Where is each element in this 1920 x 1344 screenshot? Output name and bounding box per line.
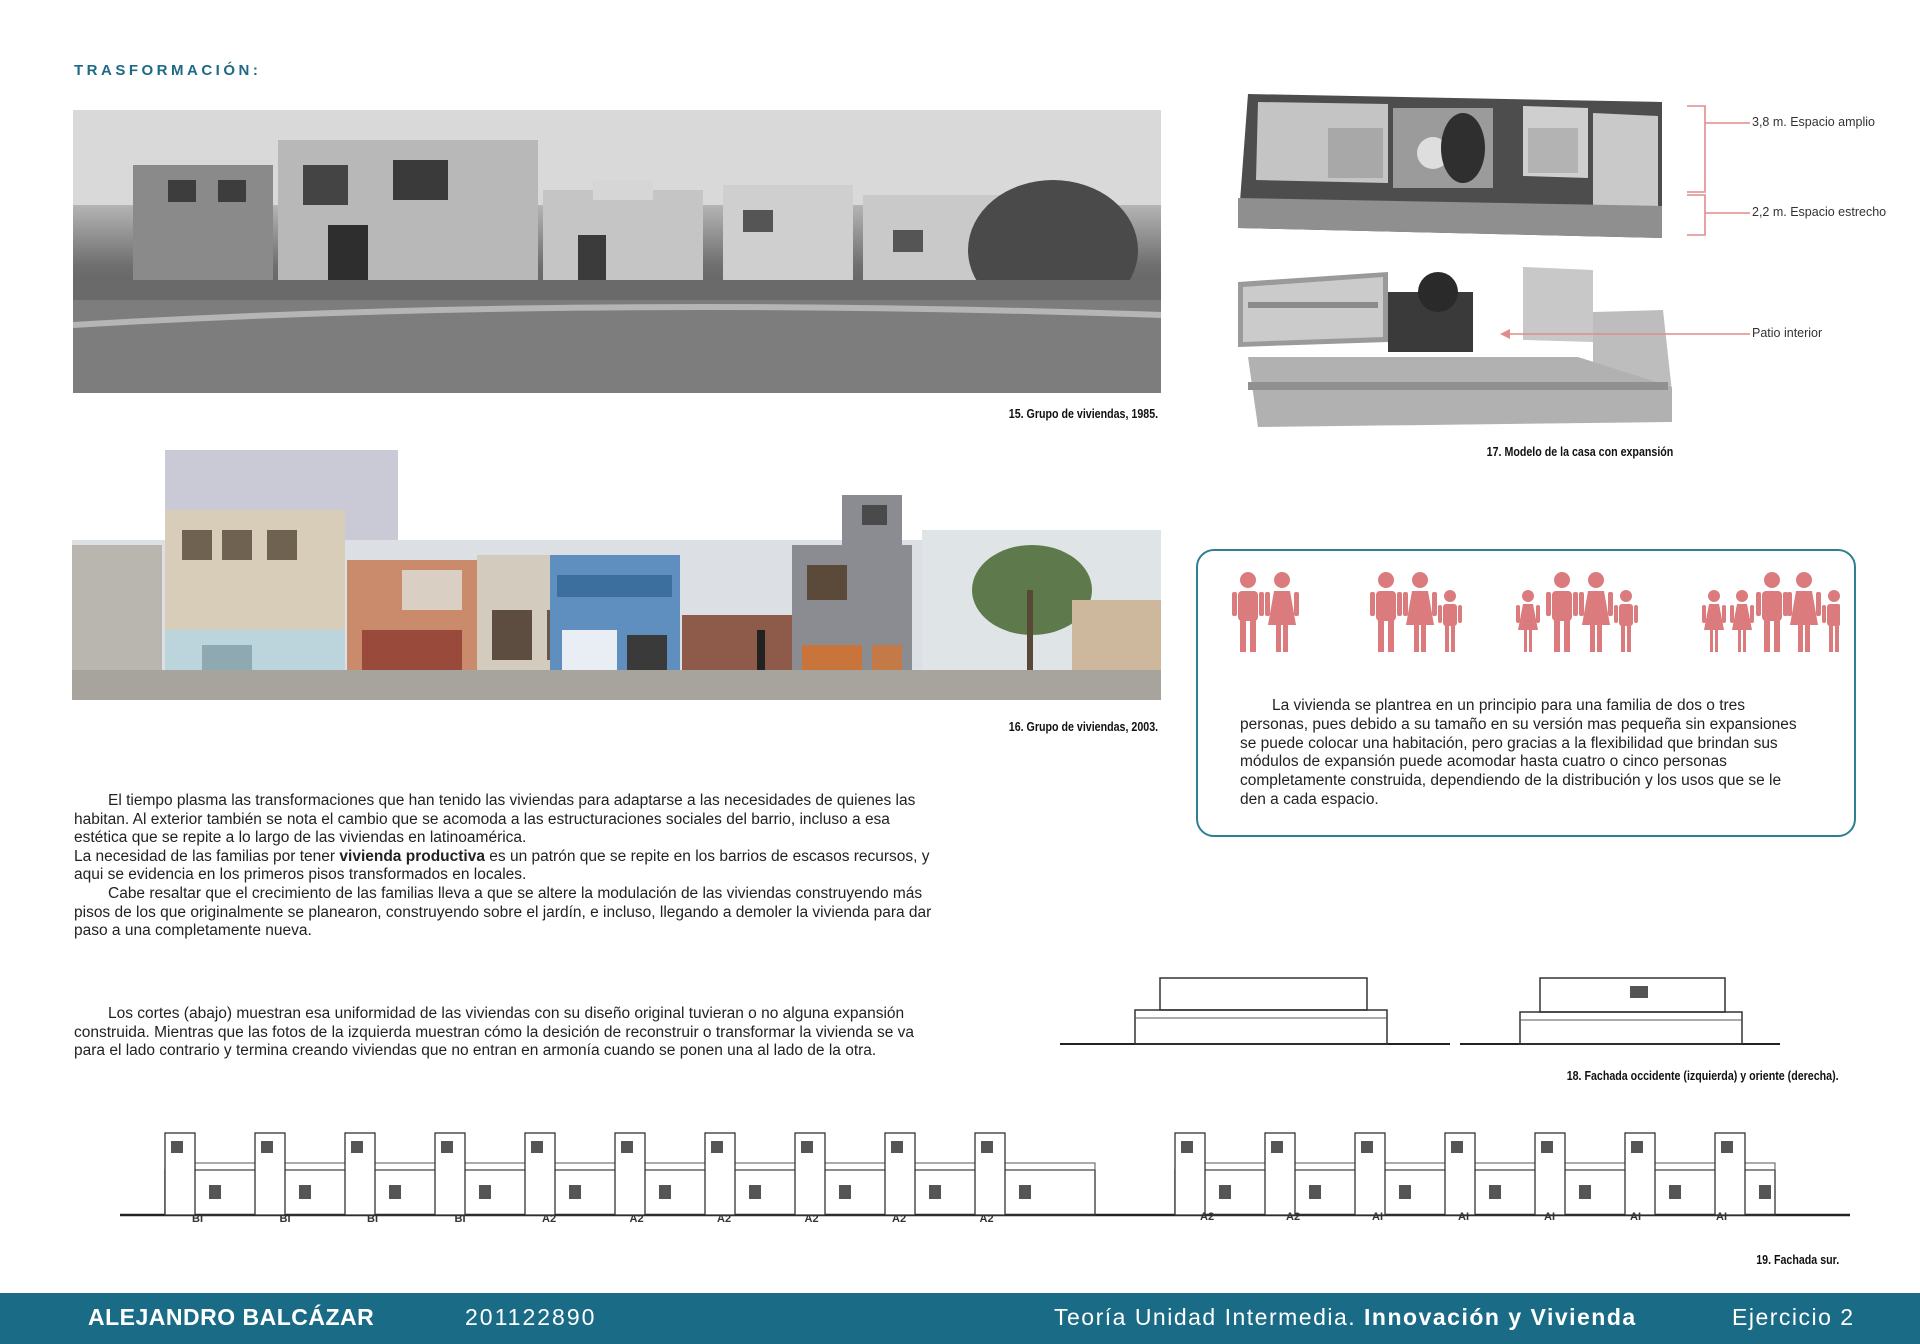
paragraph-3: Cabe resaltar que el crecimiento de las familias lleva a que se altere la modulación de las viviendas construyendo más pisos de los que originalmente se planearon, construyendo sobre el jardín, e incluso, llegando a demoler la vivienda para dar paso a una completamente nueva. — [74, 884, 932, 940]
family-group-4 — [1702, 572, 1840, 652]
unit-type-label: BI — [192, 1213, 203, 1225]
elevation-tower-module — [435, 1133, 491, 1215]
right-towers — [1175, 1133, 1771, 1215]
footer-course-title: Innovación y Vivienda — [1364, 1304, 1637, 1330]
unit-type-label: A2 — [892, 1213, 907, 1225]
elevation-tower-module — [1715, 1133, 1771, 1215]
elevation-tower-module — [1625, 1133, 1681, 1215]
footer-bar — [0, 1293, 1920, 1344]
unit-type-label: AI — [1630, 1211, 1641, 1223]
elevation-tower-module — [1175, 1133, 1231, 1215]
paragraph-1: El tiempo plasma las transformaciones que han tenido las viviendas para adaptarse a las necesidades de quienes las habitan. Al exterior también se nota el cambio que se acomoda a las estructuraciones sociales del barrio, incluso a esa estética que se repite a lo largo de las viviendas en latinoamérica. — [74, 792, 916, 847]
unit-type-label: A2 — [717, 1213, 732, 1225]
elevation-tower-module — [1445, 1133, 1501, 1215]
caption-fig16: 16. Grupo de viviendas, 2003. — [1008, 719, 1158, 734]
paragraph-2-bold: vivienda productiva — [339, 847, 485, 865]
footer-student-id: 201122890 — [465, 1304, 597, 1330]
info-box-text: La vivienda se plantrea en un principio para una familia de dos o tres personas, pues debido a su tamaño en su versión mas pequeña sin expansiones se puede colocar una habitación, pero gracias a la flexibilidad que brindan sus módulos de expansión puede acomodar hasta cuatro o cinco personas completamente construida, dependiendo de la distribución y los usos que se le den a cada espacio. — [1240, 697, 1797, 808]
caption-fig19: 19. Fachada sur. — [1756, 1252, 1839, 1267]
footer-exercise: Ejercicio 2 — [1732, 1304, 1855, 1330]
family-group-1 — [1232, 572, 1299, 652]
elevation-tower-module — [1535, 1133, 1591, 1215]
elevation-tower-module — [1355, 1133, 1411, 1215]
caption-fig15: 15. Grupo de viviendas, 1985. — [1008, 406, 1158, 421]
family-pictograms — [1220, 570, 1840, 660]
paragraph-2-end: es un patrón que se repite en los barrios de escasos recursos, y aqui se evidencia en los primeros pisos transformados en locales. — [74, 847, 930, 884]
elevation-tower-module — [525, 1133, 581, 1215]
elevation-tower-module — [255, 1133, 311, 1215]
label-narrow-space: 2,2 m. Espacio estrecho — [1752, 205, 1887, 219]
elevation-tower-module — [705, 1133, 761, 1215]
caption-fig18: 18. Fachada occidente (izquierda) y oriente (derecha). — [1567, 1068, 1839, 1083]
unit-type-label: BI — [454, 1213, 466, 1225]
unit-type-label: A2 — [629, 1213, 644, 1225]
footer-author: ALEJANDRO BALCÁZAR — [88, 1304, 375, 1330]
unit-type-label: AI — [1716, 1211, 1727, 1223]
section-title: TRASFORMACIÓN: — [74, 62, 262, 79]
elevation-tower-module — [795, 1133, 851, 1215]
unit-type-label: A2 — [979, 1213, 994, 1225]
elevation-tower-module — [165, 1133, 221, 1215]
elevation-left-labels — [120, 1213, 1120, 1233]
facade-west-east-drawing — [1060, 970, 1780, 1060]
elevation-tower-module — [1265, 1133, 1321, 1215]
caption-fig17: 17. Modelo de la casa con expansión — [1486, 444, 1674, 459]
unit-type-label: A2 — [1200, 1211, 1215, 1223]
body-text — [74, 792, 934, 941]
elevation-tower-module — [615, 1133, 671, 1215]
unit-type-label: AI — [1544, 1211, 1555, 1223]
photo-houses-1985 — [73, 110, 1161, 393]
family-group-3 — [1516, 572, 1638, 652]
unit-type-label: BI — [279, 1213, 291, 1225]
unit-type-label: A2 — [542, 1213, 557, 1225]
elevation-tower-module — [885, 1133, 941, 1215]
unit-type-label: AI — [1372, 1211, 1383, 1223]
footer-course — [1054, 1304, 1637, 1331]
elevation-right-labels — [1160, 1211, 1760, 1231]
elevation-tower-module — [975, 1133, 1031, 1215]
label-wide-space: 3,8 m. Espacio amplio — [1752, 115, 1875, 129]
unit-type-label: A2 — [1286, 1211, 1301, 1223]
label-patio: Patio interior — [1752, 326, 1823, 340]
unit-type-label: AI — [1458, 1211, 1469, 1223]
model-annotation-lines — [1400, 100, 1760, 350]
unit-type-label: BI — [367, 1213, 378, 1225]
left-towers — [165, 1133, 1031, 1215]
paragraph-2-start: La necesidad de las familias por tener — [74, 847, 340, 865]
footer-course-prefix: Teoría Unidad Intermedia. — [1054, 1304, 1365, 1330]
paragraph-2 — [74, 848, 934, 885]
paragraph-4: Los cortes (abajo) muestran esa uniformidad de las viviendas con su diseño original tuvieran o no alguna expansión construida. Mientras que las fotos de la izquierda muestran cómo la desición de reconstruir o transformar la vivienda se va para el lado contrario y termina creando viviendas que no entran en armonía cuando se ponen una al lado de la otra. — [74, 1005, 914, 1060]
unit-type-label: A2 — [804, 1213, 819, 1225]
photo-houses-2003 — [72, 450, 1161, 700]
family-group-2 — [1370, 572, 1462, 652]
elevation-tower-module — [345, 1133, 401, 1215]
